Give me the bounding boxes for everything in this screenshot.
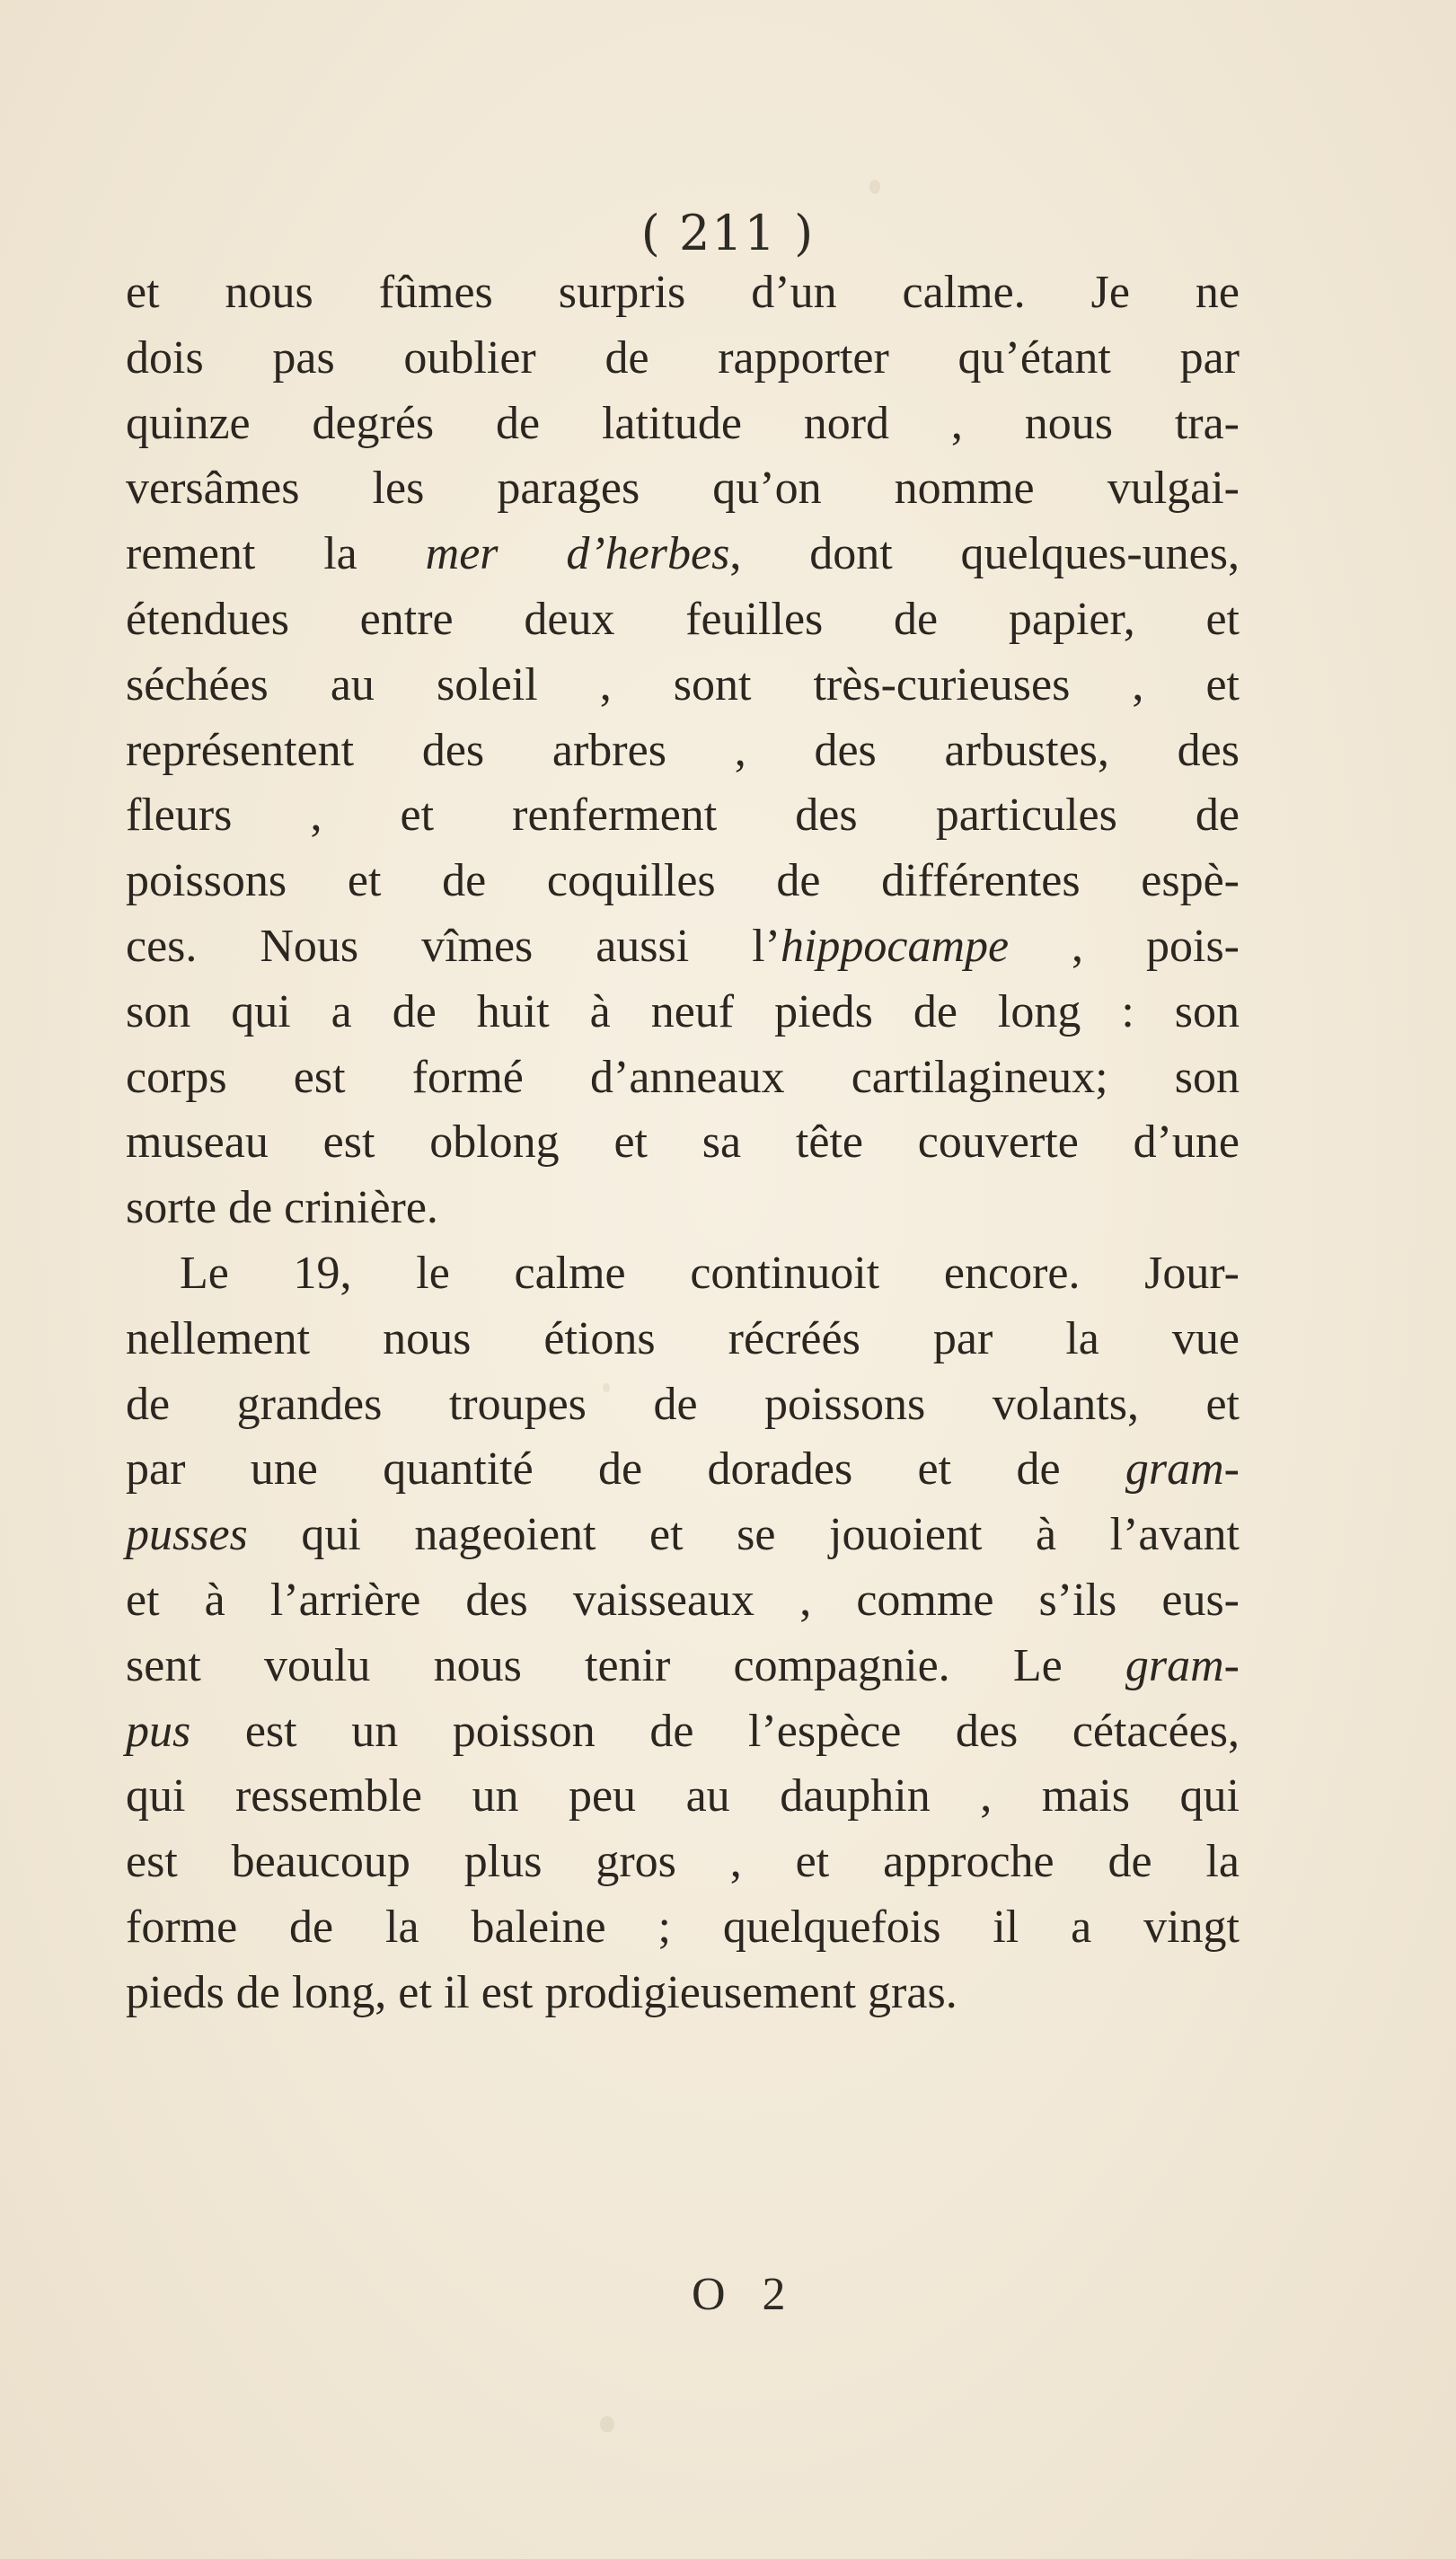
text-run: nellement nous étions récréés par la vue <box>126 1312 1240 1364</box>
text-run: son qui a de huit à neuf pieds de long : son <box>126 985 1240 1037</box>
text-line <box>126 1503 1240 1568</box>
paper-stain <box>600 2416 614 2432</box>
text-run: et à l’arrière des vaisseaux , comme s’ils eus- <box>126 1574 1240 1626</box>
text-run: ces. Nous vîmes aussi l’ <box>126 920 781 972</box>
text-line <box>126 1699 1240 1765</box>
text-line <box>126 587 1240 653</box>
text-run: pieds de long, et il est prodigieusement gras. <box>126 1966 957 2018</box>
text-line <box>126 914 1240 980</box>
text-line <box>126 1110 1240 1176</box>
text-run: est un poisson de l’espèce des cétacées, <box>190 1705 1240 1757</box>
text-run: quinze degrés de latitude nord , nous tra- <box>126 397 1240 449</box>
text-line <box>126 1176 1240 1241</box>
text-line <box>126 1764 1240 1830</box>
text-run: museau est oblong et sa tête couverte d’une <box>126 1116 1240 1169</box>
text-run: qui nageoient et se jouoient à l’avant <box>247 1509 1240 1561</box>
text-line <box>126 1046 1240 1111</box>
text-run: de grandes troupes de poissons volants, et <box>126 1378 1240 1430</box>
italic-term: gram- <box>1125 1443 1240 1496</box>
text-run: est beaucoup plus gros , et approche de la <box>126 1836 1240 1888</box>
text-line <box>126 1568 1240 1634</box>
text-run: versâmes les parages qu’on nomme vulgai- <box>126 463 1240 515</box>
text-run: par une quantité de dorades et de <box>126 1443 1125 1496</box>
text-line <box>126 326 1240 392</box>
italic-term: pusses <box>126 1509 248 1561</box>
text-line <box>126 783 1240 849</box>
text-line <box>126 1830 1240 1895</box>
text-line <box>126 980 1240 1046</box>
text-run: corps est formé d’anneaux cartilagineux; son <box>126 1051 1240 1103</box>
paper-stain <box>869 180 880 194</box>
italic-term: pus <box>126 1705 191 1757</box>
text-run: fleurs , et renferment des particules de <box>126 790 1240 842</box>
body-text <box>126 260 1240 2026</box>
page-number-header: ( 211 ) <box>640 205 816 261</box>
text-line <box>126 849 1240 914</box>
text-line <box>126 1241 1240 1307</box>
text-line <box>126 260 1240 326</box>
text-run: séchées au soleil , sont très-curieuses , et <box>126 658 1240 710</box>
text-run: forme de la baleine ; quelquefois il a vingt <box>126 1901 1240 1953</box>
text-run: poissons et de coquilles de différentes espè- <box>126 855 1240 907</box>
italic-term: gram- <box>1125 1639 1240 1691</box>
text-line <box>126 392 1240 457</box>
text-run: et nous fûmes surpris d’un calme. Je ne <box>126 267 1240 318</box>
text-line <box>126 522 1240 587</box>
text-run: étendues entre deux feuilles de papier, et <box>126 593 1240 645</box>
text-line <box>126 1961 1240 2026</box>
italic-term: hippocampe <box>780 920 1010 972</box>
text-line <box>126 1307 1240 1372</box>
text-run: qui ressemble un peu au dauphin , mais qui <box>126 1770 1240 1822</box>
text-line <box>126 1634 1240 1699</box>
text-run: représentent des arbres , des arbustes, des <box>126 724 1240 776</box>
text-run: sent voulu nous tenir compagnie. Le <box>126 1639 1125 1691</box>
text-line <box>126 653 1240 719</box>
text-run: Le 19, le calme continuoit encore. Jour- <box>180 1247 1240 1299</box>
text-line <box>126 456 1240 522</box>
text-line <box>126 1437 1240 1503</box>
signature-mark: O 2 <box>692 2269 799 2320</box>
text-line <box>126 719 1240 784</box>
text-run: sorte de crinière. <box>126 1182 438 1234</box>
text-run: , dont quelques-unes, <box>729 528 1240 580</box>
text-run: dois pas oublier de rapporter qu’étant par <box>126 331 1240 384</box>
text-line <box>126 1372 1240 1438</box>
text-line <box>126 1895 1240 1961</box>
italic-term: mer d’herbes <box>425 528 730 580</box>
text-run: , pois- <box>1009 920 1240 972</box>
text-run: rement la <box>126 528 426 580</box>
